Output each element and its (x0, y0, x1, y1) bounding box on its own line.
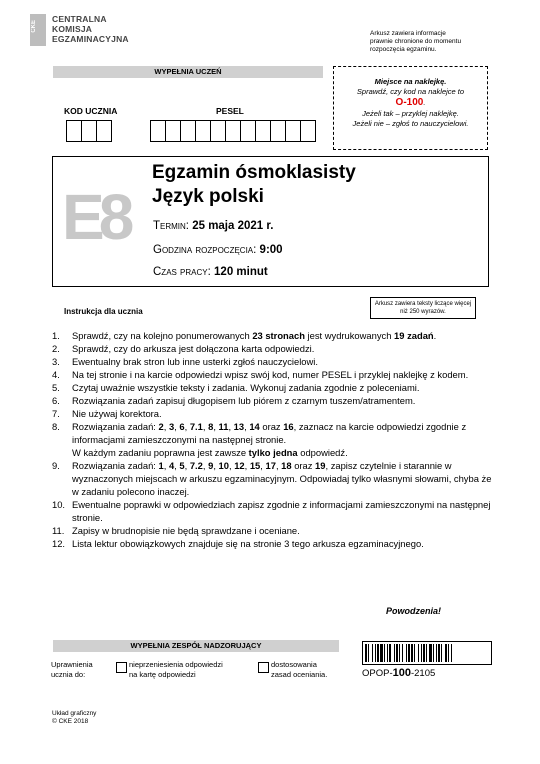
instruction-text: Zapisy w brudnopisie nie będą sprawdzane i oceniane. (72, 525, 300, 536)
graphic-layout-credit (52, 710, 96, 726)
note-line: rozpoczęcia egzaminu. (370, 46, 437, 53)
sticker-code-line (334, 97, 487, 109)
exam-start-line (153, 244, 283, 256)
pesel-cell[interactable] (285, 120, 301, 142)
student-code-field[interactable] (67, 120, 112, 142)
instruction-text: Rozwiązania zadań: 2, 3, 6, 7.1, 8, 11, 13, 14 oraz 16, zaznacz na karcie odpowiedzi zgodnie z informacjami zamieszczonymi na następnej stronie. W każdym zadaniu poprawna jest zawsze tylko jedna odpowiedź. (72, 421, 467, 458)
option-label-line: dostosowania (271, 660, 317, 669)
logo-line-3: EGZAMINACYJNA (52, 34, 129, 44)
pesel-field[interactable] (151, 120, 316, 142)
no-transfer-checkbox[interactable] (116, 662, 127, 673)
instruction-item (52, 342, 492, 355)
entitlements-label-line: Uprawnienia (51, 660, 93, 669)
code-cell[interactable] (81, 120, 97, 142)
instruction-item (52, 498, 492, 524)
instruction-item (52, 537, 492, 550)
credit-line: © CKE 2018 (52, 718, 89, 725)
instruction-text: Rozwiązania zadań: 1, 4, 5, 7.2, 9, 10, 12, 15, 17, 18 oraz 19, zapisz czytelnie i starannie w wyznaczonych miejscach w arkuszu egzaminacyjnym. Odpowiadaj tylko własnymi słowami, chyba że w zadaniu polecono inaczej. (72, 460, 492, 497)
instruction-number: 11. (52, 525, 65, 536)
instruction-item (52, 394, 492, 407)
instruction-item (52, 524, 492, 537)
sticker-title: Miejsce na naklejkę. (374, 77, 447, 86)
protected-info-note (370, 30, 510, 54)
option-label-line: na kartę odpowiedzi (129, 670, 196, 679)
instruction-item (52, 355, 492, 368)
barcode (362, 641, 492, 665)
instruction-text: Rozwiązania zadań zapisuj długopisem lub piórem z czarnym tuszem/atramentem. (72, 395, 416, 406)
instruction-text: Czytaj uważnie wszystkie teksty i zadania. Wykonuj zadania zgodnie z poleceniami. (72, 382, 420, 393)
adjusted-grading-checkbox[interactable] (258, 662, 269, 673)
instruction-number: 5. (52, 382, 60, 393)
pesel-cell[interactable] (180, 120, 196, 142)
entitlements-label-line: ucznia do: (51, 670, 86, 679)
instruction-number: 1. (52, 330, 60, 341)
duration-label: Czas pracy: (153, 266, 211, 278)
exam-duration-line (153, 266, 268, 278)
instruction-number: 6. (52, 395, 60, 406)
instruction-text: Lista lektur obowiązkowych znajduje się na stronie 3 tego arkusza egzaminacyjnego. (72, 538, 424, 549)
pesel-cell[interactable] (300, 120, 316, 142)
entitlements-label (51, 660, 93, 680)
instruction-text: Ewentualny brak stron lub inne usterki zgłoś nauczycielowi. (72, 356, 318, 367)
instruction-item (52, 420, 492, 459)
sticker-check-text: Sprawdź, czy kod na naklejce to (356, 87, 465, 96)
e8-logo: E8 (62, 181, 129, 253)
sheet-code-main: 100 (392, 667, 411, 679)
pesel-cell[interactable] (195, 120, 211, 142)
pesel-cell[interactable] (150, 120, 166, 142)
pesel-cell[interactable] (270, 120, 286, 142)
pesel-label: PESEL (216, 106, 244, 116)
no-transfer-option-label (129, 660, 223, 680)
cke-logo-letters: CKE (31, 20, 37, 33)
instruction-text: Sprawdź, czy na kolejno ponumerowanych 23 stronach jest wydrukowanych 19 zadań. (72, 330, 437, 341)
instruction-item (52, 368, 492, 381)
option-label-line: nieprzeniesienia odpowiedzi (129, 660, 223, 669)
sheet-code-suffix: -2105 (410, 668, 436, 679)
date-value: 25 maja 2021 r. (192, 220, 274, 232)
student-section-header: WYPEŁNIA UCZEŃ (53, 66, 323, 78)
sticker-no-text: Jeżeli nie – zgłoś to nauczycielowi. (352, 119, 469, 128)
credit-line: Układ graficzny (52, 710, 97, 717)
instruction-number: 4. (52, 369, 60, 380)
instruction-number: 7. (52, 408, 60, 419)
start-label: Godzina rozpoczęcia: (153, 244, 257, 256)
sticker-yes-text: Jeżeli tak – przyklej naklejkę. (362, 109, 459, 118)
instruction-text: Ewentualne poprawki w odpowiedziach zapisz zgodnie z informacjami zamieszczonymi na następnej stronie. (72, 499, 491, 523)
code-cell[interactable] (96, 120, 112, 142)
instruction-item (52, 329, 492, 342)
option-label-line: zasad oceniania. (271, 670, 328, 679)
instruction-number: 2. (52, 343, 60, 354)
instruction-item (52, 381, 492, 394)
instruction-text: Nie używaj korektora. (72, 408, 162, 419)
student-code-label: KOD UCZNIA (64, 106, 118, 116)
sticker-code-dot: . (423, 98, 426, 107)
sticker-code: O-100 (395, 97, 424, 108)
sticker-area[interactable] (333, 66, 488, 150)
pesel-cell[interactable] (210, 120, 226, 142)
sheet-code-prefix: OPOP- (362, 668, 393, 679)
exam-title: Egzamin ósmoklasisty (152, 162, 356, 183)
pesel-cell[interactable] (165, 120, 181, 142)
exam-subject: Język polski (152, 186, 264, 207)
logo-line-2: KOMISJA (52, 24, 93, 34)
logo-line-1: CENTRALNA (52, 14, 107, 24)
note-line: Arkusz zawiera informacje (370, 30, 446, 37)
long-texts-note: Arkusz zawiera teksty liczące więcej niż 250 wyrazów. (370, 297, 476, 319)
instruction-item (52, 459, 492, 498)
supervisor-section-header: WYPEŁNIA ZESPÓŁ NADZORUJĄCY (53, 640, 339, 652)
duration-value: 120 minut (214, 266, 268, 278)
pesel-cell[interactable] (255, 120, 271, 142)
pesel-cell[interactable] (240, 120, 256, 142)
instruction-number: 10. (52, 499, 66, 510)
code-cell[interactable] (66, 120, 82, 142)
instruction-number: 8. (52, 421, 60, 432)
barcode-bar (452, 644, 453, 662)
date-label: Termin: (153, 220, 189, 232)
good-luck-text: Powodzenia! (386, 606, 442, 616)
instruction-item (52, 407, 492, 420)
instruction-title: Instrukcja dla ucznia (64, 307, 143, 316)
exam-date-line (153, 220, 273, 232)
instruction-number: 12. (52, 538, 66, 549)
note-line: prawnie chronione do momentu (370, 38, 462, 45)
adjusted-grading-option-label (271, 660, 327, 680)
instruction-number: 9. (52, 460, 60, 471)
cke-logo-text (52, 14, 129, 44)
instruction-number: 3. (52, 356, 60, 367)
pesel-cell[interactable] (225, 120, 241, 142)
start-value: 9:00 (259, 244, 283, 256)
instruction-text: Sprawdź, czy do arkusza jest dołączona karta odpowiedzi. (72, 343, 315, 354)
sheet-code (362, 667, 435, 679)
instruction-list (52, 329, 492, 550)
instruction-text: Na tej stronie i na karcie odpowiedzi wpisz swój kod, numer PESEL i przyklej naklejkę z kodem. (72, 369, 469, 380)
